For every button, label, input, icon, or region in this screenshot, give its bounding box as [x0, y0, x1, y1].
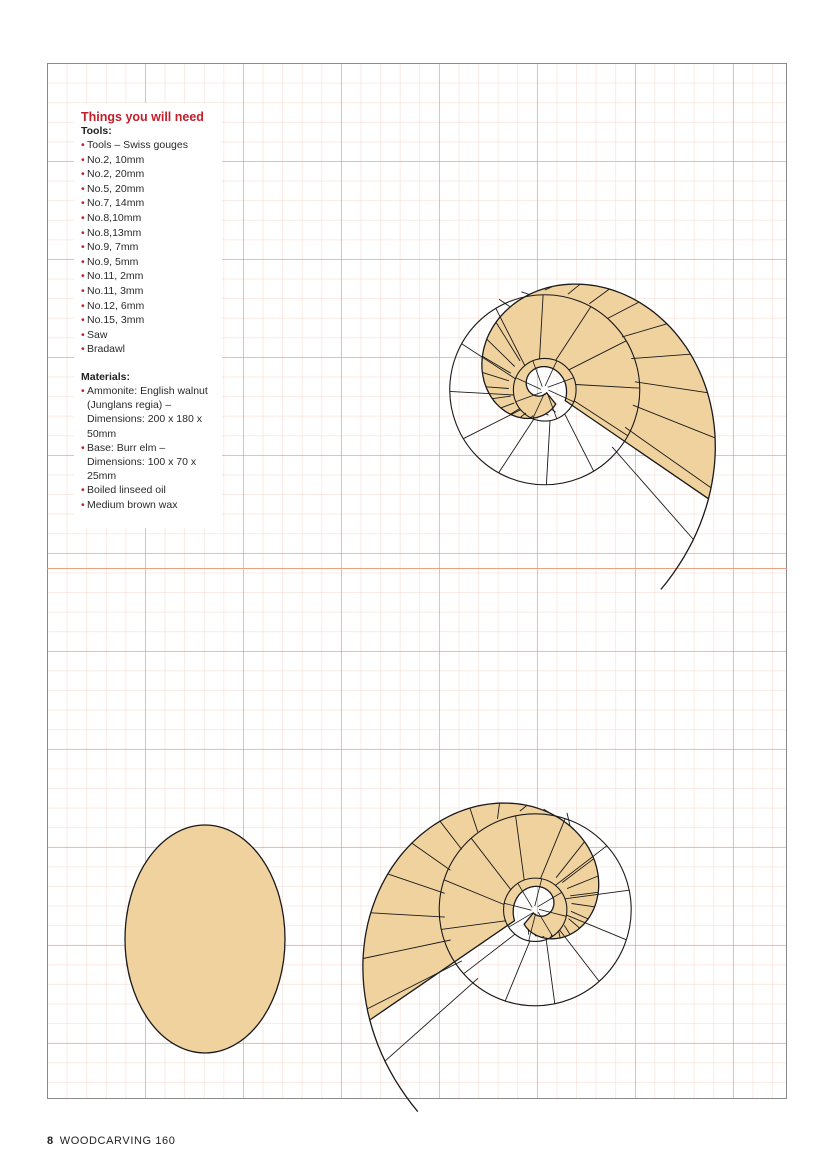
- tools-item: • No.9, 7mm: [81, 240, 218, 255]
- materials-list: [81, 384, 218, 512]
- page-number: 8: [47, 1135, 54, 1147]
- tools-heading: Tools:: [81, 125, 112, 137]
- materials-item: • Ammonite: English walnut (Junglans regia) – Dimensions: 200 x 180 x 50mm: [81, 384, 218, 441]
- tools-list: [81, 138, 218, 357]
- tools-item: • No.7, 14mm: [81, 196, 218, 211]
- ammonite-top-view: [450, 284, 716, 589]
- tools-item: • No.9, 5mm: [81, 255, 218, 270]
- materials-heading: Materials:: [81, 370, 131, 383]
- tools-item: • No.8,10mm: [81, 211, 218, 226]
- tools-item: • Saw: [81, 328, 218, 343]
- materials-item: • Boiled linseed oil: [81, 483, 218, 497]
- tools-item: • No.11, 3mm: [81, 284, 218, 299]
- materials-item: • Medium brown wax: [81, 498, 218, 512]
- base-oval-template: [125, 825, 285, 1053]
- tools-item: • No.15, 3mm: [81, 313, 218, 328]
- tools-item: • No.5, 20mm: [81, 182, 218, 197]
- magazine-title: WOODCARVING 160: [59, 1135, 176, 1147]
- needs-title: Things you will need: [81, 110, 204, 124]
- tools-item: • No.12, 6mm: [81, 299, 218, 314]
- ammonite-side-view: [363, 803, 631, 1112]
- tools-item: • No.2, 20mm: [81, 167, 218, 182]
- tools-item: • Tools – Swiss gouges: [81, 138, 218, 153]
- things-you-will-need-panel: [74, 103, 222, 528]
- tools-item: • No.11, 2mm: [81, 269, 218, 284]
- materials-item: • Base: Burr elm – Dimensions: 100 x 70 x 25mm: [81, 441, 218, 484]
- tools-item: • No.8,13mm: [81, 226, 218, 241]
- page-footer: [47, 1135, 176, 1147]
- tools-item: • Bradawl: [81, 342, 218, 357]
- tools-item: • No.2, 10mm: [81, 153, 218, 168]
